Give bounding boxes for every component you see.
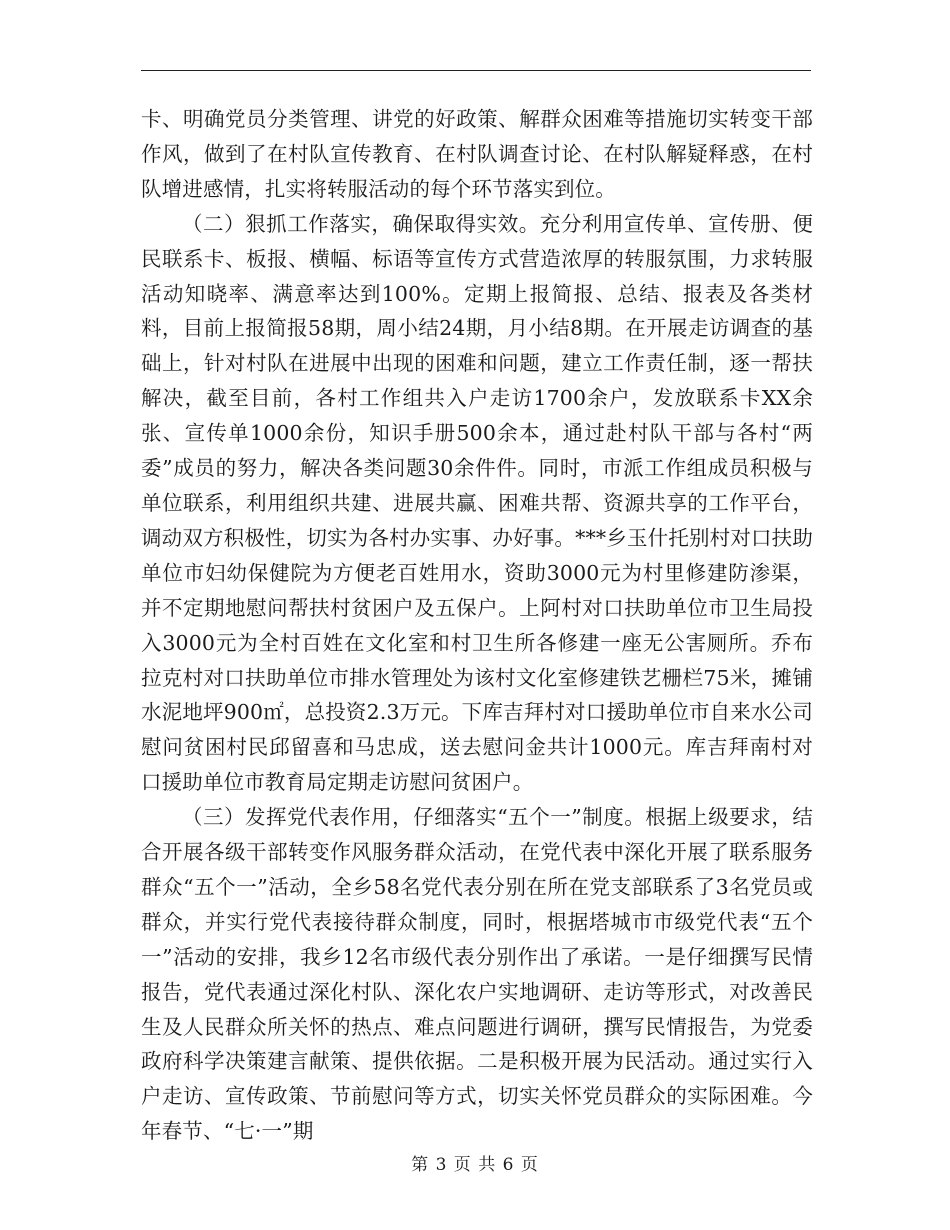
paragraph-continuation: 卡、明确党员分类管理、讲党的好政策、解群众困难等措施切实转变干部作风，做到了在村队宣传教育、在村队调查讨论、在村队解疑释惑，在村队增进感情，扎实将转服活动的每个环节落实到位。: [141, 107, 813, 201]
header-rule: [141, 70, 811, 71]
document-body: [141, 102, 813, 1149]
paragraph-section-3: （三）发挥党代表作用，仔细落实“五个一”制度。根据上级要求，结合开展各级干部转变作风服务群众活动，在党代表中深化开展了联系服务群众“五个一”活动，全乡58名党代表分别在所在党支部联系了3名党员或群众，并实行党代表接待群众制度，同时，根据塔城市市级党代表“五个一”活动的安排，我乡12名市级代表分别作出了承诺。一是仔细撰写民情报告，党代表通过深化村队、深化农户实地调研、走访等形式，对改善民生及人民群众所关怀的热点、难点问题进行调研，撰写民情报告，为党委政府科学决策建言献策、提供依据。二是积极开展为民活动。通过实行入户走访、宣传政策、节前慰问等方式，切实关怀党员群众的实际困难。今年春节、“七·一”期: [141, 805, 813, 1144]
paragraph-section-2: （二）狠抓工作落实，确保取得实效。充分利用宣传单、宣传册、便民联系卡、板报、横幅、标语等宣传方式营造浓厚的转服氛围，力求转服活动知晓率、满意率达到100%。定期上报简报、总结、报表及各类材料，目前上报简报58期，周小结24期，月小结8期。在开展走访调查的基础上，针对村队在进展中出现的困难和问题，建立工作责任制，逐一帮扶解决，截至目前，各村工作组共入户走访1700余户，发放联系卡XX余张、宣传单1000余份，知识手册500余本，通过赴村队干部与各村“两委”成员的努力，解决各类问题30余件件。同时，市派工作组成员积极与单位联系，利用组织共建、进展共赢、困难共帮、资源共享的工作平台，调动双方积极性，切实为各村办实事、办好事。***乡玉什托别村对口扶助单位市妇幼保健院为方便老百姓用水，资助3000元为村里修建防渗渠，并不定期地慰问帮扶村贫困户及五保户。上阿村对口扶助单位市卫生局投入3000元为全村百姓在文化室和村卫生所各修建一座无公害厕所。乔布拉克村对口扶助单位市排水管理处为该村文化室修建铁艺栅栏75米，摊铺水泥地坪900㎡，总投资2.3万元。下库吉拜村对口援助单位市自来水公司慰问贫困村民邱留喜和马忠成，送去慰问金共计1000元。库吉拜南村对口援助单位市教育局定期走访慰问贫困户。: [141, 211, 813, 795]
page-number-footer: 第 3 页 共 6 页: [411, 1155, 539, 1175]
